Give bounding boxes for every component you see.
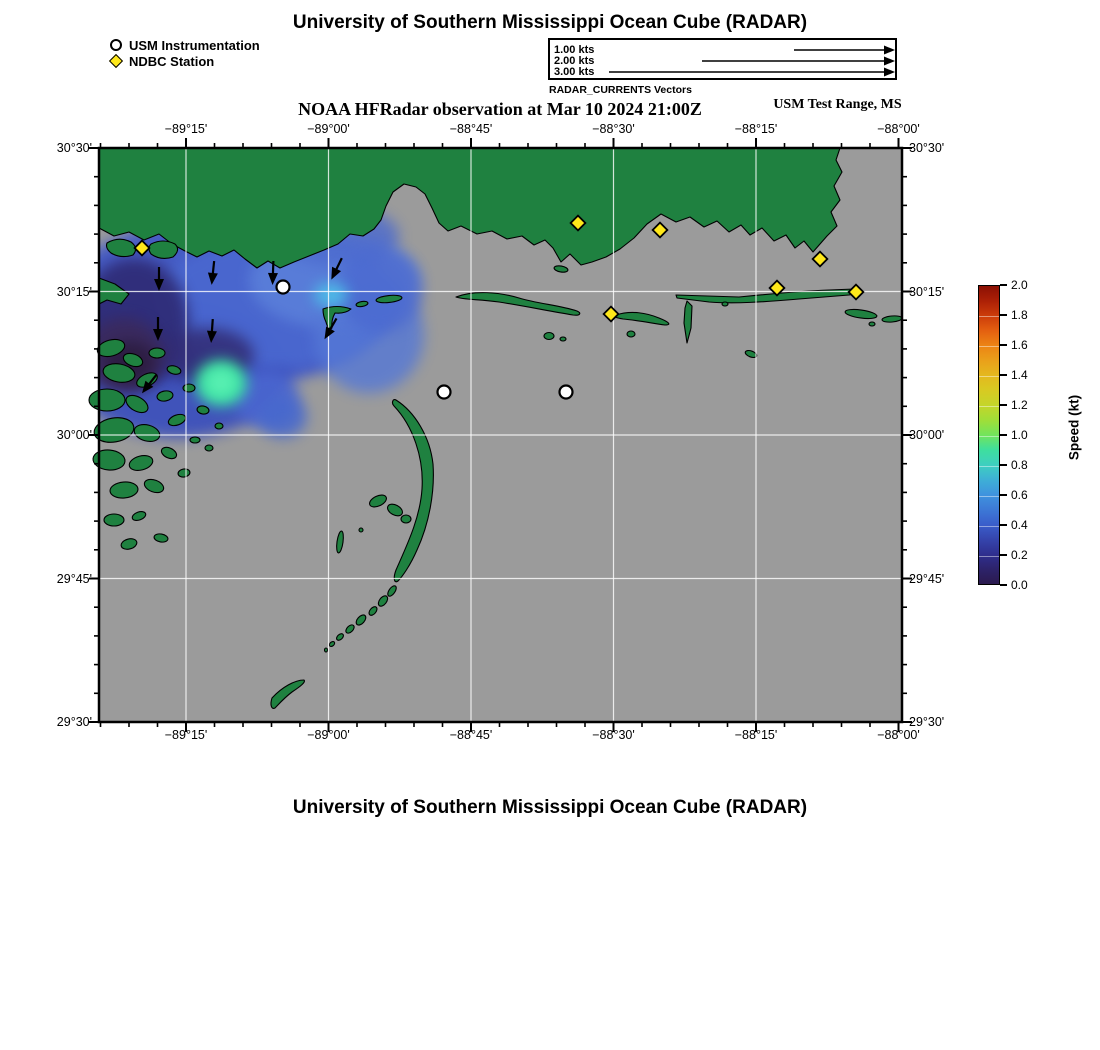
usm-instrument-marker xyxy=(277,281,290,294)
lat-tick-label: 30°15' xyxy=(56,284,92,299)
colorbar-gridline xyxy=(979,526,999,527)
legend-label: USM Instrumentation xyxy=(129,38,260,53)
vector-scale-caption: RADAR_CURRENTS Vectors xyxy=(549,84,692,96)
marsh-island xyxy=(156,390,173,403)
ndbc-station-marker xyxy=(135,241,150,256)
colorbar-tick xyxy=(1000,314,1007,316)
lat-tick-label: 30°30' xyxy=(909,141,945,155)
singing-river-islet xyxy=(684,301,692,343)
colorbar-title: Speed (kt) xyxy=(1066,394,1082,461)
current-vector-arrow xyxy=(206,319,218,344)
colorbar-gridline xyxy=(979,346,999,347)
lon-tick-label: −88°30' xyxy=(592,122,635,136)
colorbar-tick-label: 1.6 xyxy=(1011,338,1028,352)
lat-tick-label: 29°30' xyxy=(56,715,92,729)
round-island xyxy=(544,333,554,340)
lat-tick-label: 30°30' xyxy=(56,141,92,155)
vector-scale-label: 3.00 kts xyxy=(554,66,595,78)
breton-islet xyxy=(271,680,304,708)
colorbar-tick xyxy=(1000,464,1007,466)
marsh-island xyxy=(215,423,223,429)
ndbc-station-marker xyxy=(813,252,828,267)
colorbar-gridline xyxy=(979,496,999,497)
ndbc-station-marker xyxy=(653,223,668,238)
colorbar-tick xyxy=(1000,524,1007,526)
colorbar-tick-label: 0.4 xyxy=(1011,518,1028,532)
test-range-label: USM Test Range, MS xyxy=(773,97,902,112)
vector-scale-arrows xyxy=(550,40,895,78)
islet-dot xyxy=(560,337,566,341)
footer-title: University of Southern Mississippi Ocean Cube (RADAR) xyxy=(292,797,808,818)
marsh-island xyxy=(128,453,155,473)
lon-tick-label: −88°15' xyxy=(734,728,778,742)
lon-tick-label: −89°00' xyxy=(307,122,350,136)
colorbar-gridline xyxy=(979,376,999,377)
marsh-island xyxy=(160,445,179,461)
colorbar-tick xyxy=(1000,374,1007,376)
marsh-island xyxy=(183,384,195,392)
legend-label: NDBC Station xyxy=(129,54,215,69)
current-vector-arrow xyxy=(154,267,164,291)
vector-scale-label: 2.00 kts xyxy=(554,55,595,67)
colorbar-tick-label: 1.8 xyxy=(1011,308,1028,322)
current-vector-arrow xyxy=(327,256,347,282)
lon-tick-label: −88°30' xyxy=(592,728,635,742)
current-vector-arrow xyxy=(207,261,219,286)
marsh-island xyxy=(167,412,187,428)
pelican-islet xyxy=(845,308,878,320)
observation-subtitle: NOAA HFRadar observation at Mar 10 2024 21:00Z xyxy=(298,99,702,119)
colorbar-tick-label: 1.2 xyxy=(1011,398,1028,412)
mid-sound-islets xyxy=(335,493,411,554)
marsh-island xyxy=(120,537,138,551)
vector-scale-label: 1.00 kts xyxy=(554,44,595,56)
marsh-island xyxy=(131,510,147,522)
pelican-islet xyxy=(882,315,902,323)
lat-tick-label: 29°45' xyxy=(909,571,945,586)
lat-tick-label: 29°30' xyxy=(909,715,945,729)
vector-scale-box xyxy=(548,38,897,80)
colorbar-tick-label: 0.2 xyxy=(1011,548,1028,562)
colorbar-tick xyxy=(1000,554,1007,556)
marsh-island xyxy=(143,477,166,495)
marsh-island xyxy=(149,348,165,358)
marsh-island xyxy=(132,422,161,444)
lat-tick-label: 29°45' xyxy=(56,571,92,586)
pearl-peninsula-island xyxy=(107,239,136,256)
marsh-island xyxy=(196,405,209,415)
current-vector-arrow xyxy=(153,317,163,341)
colorbar-tick xyxy=(1000,404,1007,406)
scale-arrow-head xyxy=(884,46,895,55)
marsh-island xyxy=(177,468,190,478)
scale-arrow-head xyxy=(884,68,895,77)
lon-tick-label: −88°45' xyxy=(449,728,493,742)
page-title: University of Southern Mississippi Ocean Cube (RADAR) xyxy=(292,12,808,33)
pearl-peninsula-island xyxy=(149,241,178,258)
lon-tick-label: −88°00' xyxy=(877,122,920,136)
lon-tick-label: −89°15' xyxy=(164,122,208,136)
colorbar xyxy=(978,285,1000,585)
usm-instrument-marker xyxy=(438,386,451,399)
lat-tick-label: 30°00' xyxy=(56,428,92,442)
colorbar-tick-label: 0.6 xyxy=(1011,488,1028,502)
islet-dot xyxy=(869,322,875,326)
colorbar-tick-label: 1.0 xyxy=(1011,428,1028,442)
marsh-island xyxy=(109,481,138,499)
chandeleur-islands xyxy=(393,400,434,582)
colorbar-gridline xyxy=(979,406,999,407)
colorbar-tick xyxy=(1000,284,1007,286)
islet-dot xyxy=(627,331,635,337)
cat-island xyxy=(323,307,351,329)
colorbar-tick-label: 2.0 xyxy=(1011,278,1028,292)
marsh-island xyxy=(89,389,125,411)
usm-instrument-marker xyxy=(560,386,573,399)
lon-tick-label: −89°15' xyxy=(164,728,208,742)
lon-tick-label: −88°45' xyxy=(449,122,493,136)
ndbc-station-icon xyxy=(109,54,123,68)
ndbc-station-marker xyxy=(849,285,864,300)
usm-instrumentation-icon xyxy=(110,39,122,51)
biloxi-marsh-islands xyxy=(89,337,223,551)
marsh-island xyxy=(123,392,151,416)
colorbar-tick-label: 1.4 xyxy=(1011,368,1028,382)
marsh-island xyxy=(166,364,182,375)
barrier-islet xyxy=(356,300,369,307)
marsh-island xyxy=(104,514,124,526)
marsh-island xyxy=(92,449,126,472)
ndbc-station-marker xyxy=(604,307,619,322)
marsh-island xyxy=(205,445,213,451)
lon-tick-label: −88°00' xyxy=(877,728,920,742)
islet-dot xyxy=(722,302,728,306)
marsh-island xyxy=(190,437,200,443)
colorbar-gridline xyxy=(979,466,999,467)
lon-tick-label: −89°00' xyxy=(307,728,350,742)
petit-bois-island xyxy=(615,312,669,325)
colorbar-gridline xyxy=(979,436,999,437)
ship-island xyxy=(376,294,403,304)
colorbar-tick xyxy=(1000,584,1007,586)
lon-tick-label: −88°15' xyxy=(734,122,778,136)
deer-islet xyxy=(554,265,569,273)
map-plot xyxy=(99,148,902,722)
lat-tick-label: 30°15' xyxy=(909,284,945,299)
marsh-island xyxy=(153,533,168,543)
colorbar-tick-label: 0.0 xyxy=(1011,578,1028,592)
colorbar-tick xyxy=(1000,344,1007,346)
scale-arrow-head xyxy=(884,57,895,66)
horn-island xyxy=(456,293,580,316)
lat-tick-label: 30°00' xyxy=(909,428,945,442)
land-layer xyxy=(89,148,902,708)
colorbar-gridline xyxy=(979,556,999,557)
colorbar-tick-label: 0.8 xyxy=(1011,458,1028,472)
colorbar-tick xyxy=(1000,434,1007,436)
colorbar-tick xyxy=(1000,494,1007,496)
chandeleur-fragments xyxy=(325,584,398,652)
colorbar-gridline xyxy=(979,316,999,317)
